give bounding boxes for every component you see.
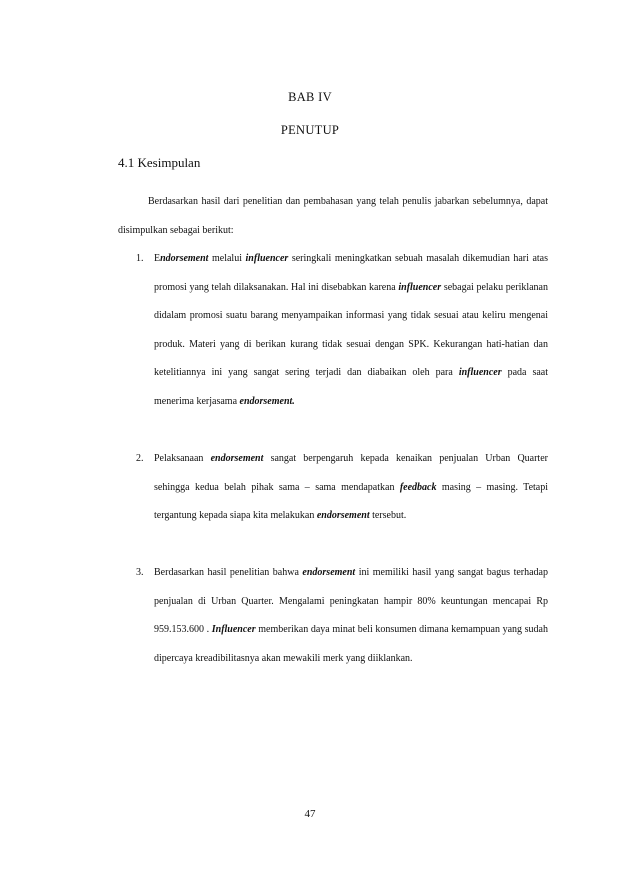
chapter-number: BAB IV <box>288 90 332 104</box>
conclusion-text-segment: tersebut. <box>369 510 407 521</box>
conclusion-item <box>118 559 548 673</box>
intro-text: Berdasarkan hasil dari penelitian dan pembahasan yang telah penulis jabarkan sebelumnya, dapat disimpulkan sebagai berikut: <box>118 196 548 236</box>
emphasized-term: influencer <box>398 281 442 293</box>
emphasized-term: endorsement <box>302 567 356 578</box>
conclusion-text-segment: memberikan daya minat beli konsumen dimana kemampuan yang sudah dipercaya kreadibilitasnya akan mewakili merk yang diiklankan. <box>154 624 548 664</box>
conclusion-text-segment: seringkali meningkatkan sebuah masalah dikemudian hari atas promosi yang telah dilaksanakan. Hal ini disebabkan karena <box>154 253 549 293</box>
section-heading: 4.1 Kesimpulan <box>118 155 201 170</box>
conclusion-text-segment: Berdasarkan hasil penelitian bahwa <box>154 567 303 578</box>
conclusion-number: 1. <box>136 253 144 264</box>
conclusion-text <box>154 245 548 416</box>
conclusion-item <box>118 245 548 416</box>
emphasized-term: feedback <box>399 481 437 493</box>
conclusion-number: 2. <box>136 453 144 464</box>
emphasized-term: ndorsement <box>160 253 209 264</box>
emphasized-term: endorsement. <box>239 395 295 407</box>
conclusion-item <box>118 445 548 531</box>
conclusion-text-segment: ini memiliki hasil yang sangat bagus terhadap penjualan di Urban Quarter. Mengalami peningkatan hampir 80% keuntungan mencapai Rp 959.153.600 . <box>154 567 548 635</box>
conclusion-text-segment: masing – masing. Tetapi tergantung kepada siapa kita melakukan <box>154 481 549 521</box>
conclusion-text-segment: Pelaksanaan <box>154 453 211 464</box>
emphasized-term: influencer <box>458 367 502 378</box>
conclusion-text-segment: sebagai pelaku periklanan didalam promosi suatu barang menyampaikan informasi yang tidak sesuai atau keliru mengenai produk. Materi yang di berikan kurang tidak sesuai dengan SPK. Kekurangan hati-hatian dan ketelitiannya ini yang sangat sering terjadi dan diabaikan oleh para <box>154 281 548 378</box>
page-number: 47 <box>304 808 316 820</box>
emphasized-term: endorsement <box>210 453 264 464</box>
conclusion-text-segment: E <box>154 253 161 264</box>
conclusion-number: 3. <box>136 567 144 578</box>
conclusion-text <box>154 559 548 673</box>
emphasized-term: Influencer <box>211 624 256 635</box>
emphasized-term: endorsement <box>316 510 370 521</box>
chapter-title: PENUTUP <box>280 123 340 137</box>
conclusion-text-segment: sangat berpengaruh kepada kenaikan penjualan Urban Quarter sehingga kedua belah pihak sama – sama mendapatkan <box>154 453 548 493</box>
conclusion-text <box>154 445 548 531</box>
intro-paragraph <box>118 188 548 245</box>
emphasized-term: influencer <box>245 253 289 264</box>
conclusion-text-segment: pada saat menerima kerjasama <box>154 367 548 407</box>
conclusion-text-segment: melalui <box>208 253 246 264</box>
